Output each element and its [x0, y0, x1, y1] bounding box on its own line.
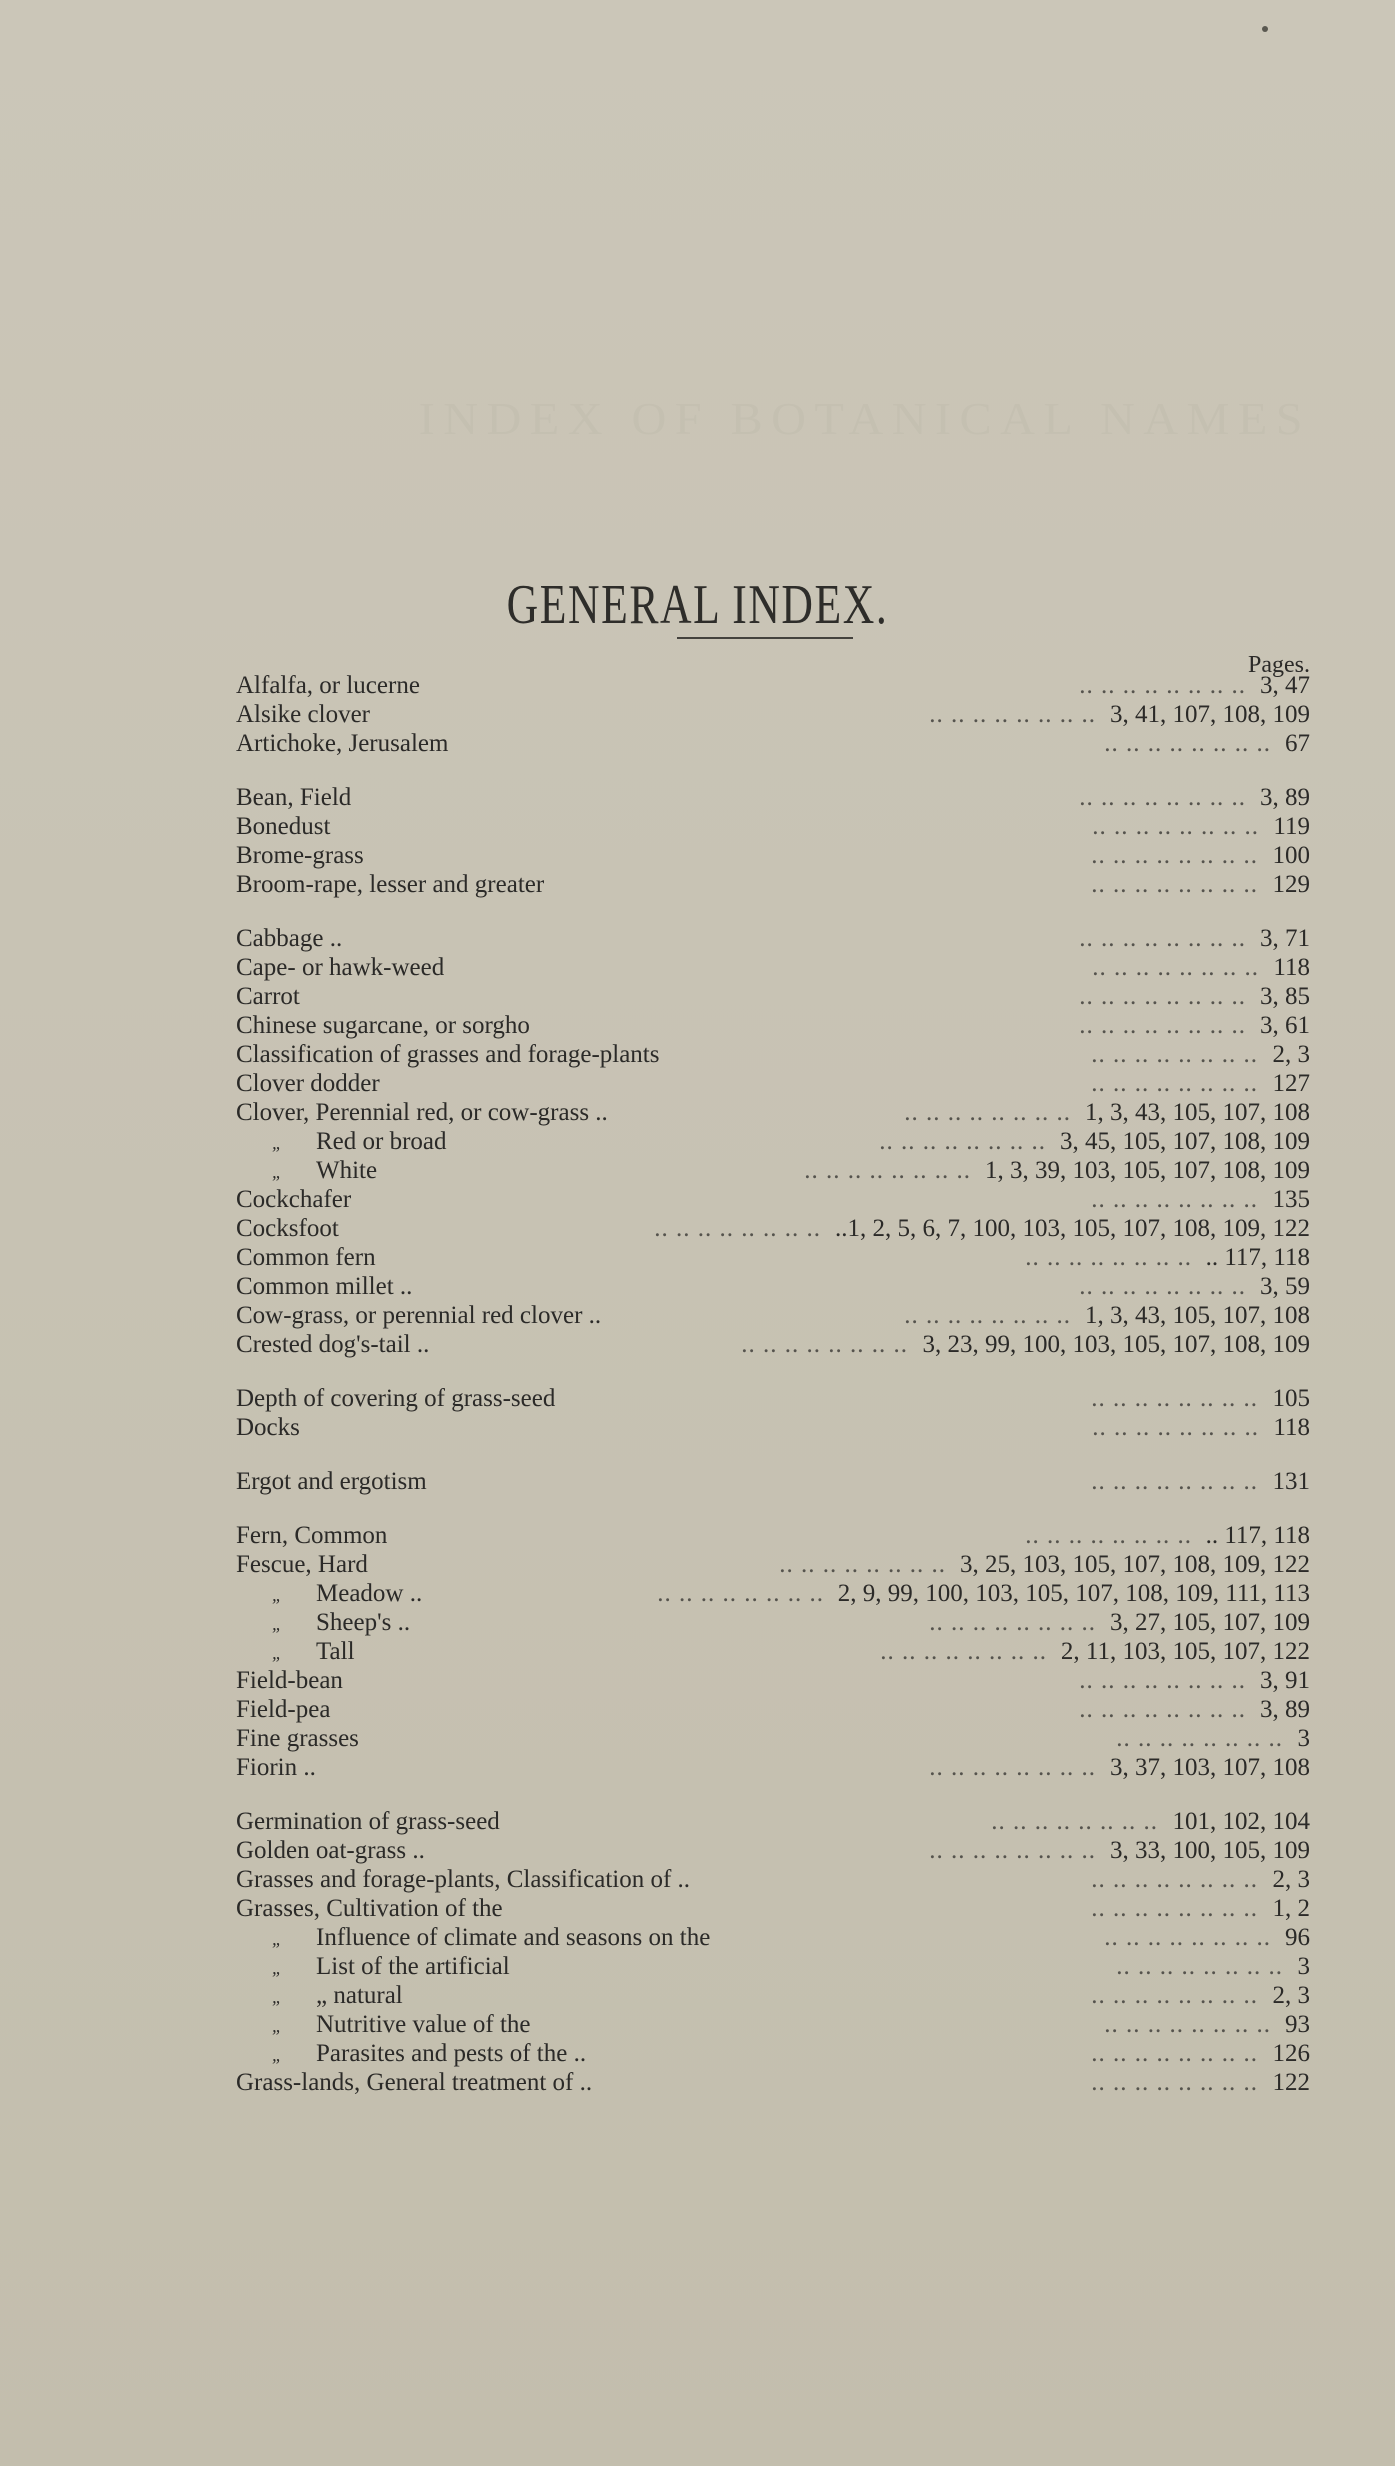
- index-term-text: Depth of covering of grass-seed: [236, 1385, 556, 1412]
- index-term: [236, 671, 420, 700]
- index-group: [236, 1807, 1310, 2097]
- index-entry: [236, 1069, 1310, 1098]
- index-entry: [236, 1272, 1310, 1301]
- leader-dots: .. .. .. .. .. .. .. ..: [779, 1551, 946, 1578]
- index-entry: [236, 1467, 1310, 1496]
- leader-dots: .. .. .. .. .. .. .. ..: [1104, 1924, 1271, 1951]
- index-entry: [236, 671, 1310, 700]
- leader-dots: .. .. .. .. .. .. .. ..: [1091, 1895, 1258, 1922]
- leader-dots: .. .. .. .. .. .. .. ..: [1091, 1866, 1258, 1893]
- leader-dots: .. .. .. .. .. .. .. ..: [804, 1157, 971, 1184]
- index-term: [236, 1040, 660, 1069]
- leader-dots: .. .. .. .. .. .. .. ..: [1104, 730, 1271, 757]
- index-entry: [236, 1243, 1310, 1272]
- index-term-text: Crested dog's-tail ..: [236, 1331, 430, 1358]
- ditto-mark: „: [272, 2045, 283, 2065]
- index-term-text: Cocksfoot: [236, 1215, 339, 1242]
- leader-dots: .. .. .. .. .. .. .. ..: [1091, 2069, 1258, 2096]
- index-term: [236, 841, 364, 870]
- index-entry: [236, 1753, 1310, 1782]
- index-entry: [236, 1637, 1310, 1666]
- leader-dots: .. .. .. .. .. .. .. ..: [929, 1837, 1096, 1864]
- index-term-text: Docks: [236, 1414, 300, 1441]
- index-term: [272, 1127, 447, 1158]
- index-pages: 93: [1285, 2011, 1310, 2038]
- index-term-text: Germination of grass-seed: [236, 1808, 500, 1835]
- index-term-text: Alsike clover: [236, 701, 370, 728]
- index-entry: [236, 1952, 1310, 1981]
- index-pages: 3, 89: [1260, 784, 1310, 811]
- index-entry: [236, 1011, 1310, 1040]
- index-group: [236, 1521, 1310, 1782]
- index-entry: [236, 1330, 1310, 1359]
- index-pages: 3, 61: [1260, 1012, 1310, 1039]
- index-term-text: Grasses and forage-plants, Classification of ..: [236, 1866, 691, 1893]
- index-pages: 100: [1272, 842, 1310, 869]
- leader-dots: .. .. .. .. .. .. .. ..: [657, 1580, 824, 1607]
- index-term: [236, 1330, 429, 1359]
- index-term: [236, 1724, 359, 1753]
- index-term: [236, 1384, 555, 1413]
- index-term-text: Field-pea: [236, 1696, 331, 1723]
- index-entry: [236, 1127, 1310, 1156]
- leader-dots: .. .. .. .. .. .. .. ..: [1079, 1273, 1246, 1300]
- index-term-text: Grasses, Cultivation of the: [236, 1895, 503, 1922]
- leader-dots: .. .. .. .. .. .. .. ..: [880, 1638, 1047, 1665]
- index-entry: [236, 1040, 1310, 1069]
- index-pages: 118: [1273, 1414, 1310, 1441]
- index-pages: 101, 102, 104: [1172, 1808, 1310, 1835]
- index-pages: 119: [1273, 813, 1310, 840]
- index-term: [272, 1637, 355, 1668]
- index-term-text: Influence of climate and seasons on the: [316, 1924, 711, 1951]
- index-entry: [236, 870, 1310, 899]
- index-entry: [236, 1666, 1310, 1695]
- leader-dots: .. .. .. .. .. .. .. ..: [1079, 1667, 1246, 1694]
- index-term: [272, 2010, 531, 2041]
- index-term: [272, 2039, 586, 2070]
- leader-dots: .. .. .. .. .. .. .. ..: [1091, 871, 1258, 898]
- index-entry: [236, 2039, 1310, 2068]
- leader-dots: .. .. .. .. .. .. .. ..: [741, 1331, 908, 1358]
- index-term: [236, 1413, 300, 1442]
- index-entry: [236, 1413, 1310, 1442]
- index-term-text: Tall: [316, 1638, 355, 1665]
- index-entry: [236, 1098, 1310, 1127]
- index-entry: [236, 1521, 1310, 1550]
- index-term: [236, 1865, 690, 1894]
- index-entry: [236, 1301, 1310, 1330]
- index-pages: 3, 41, 107, 108, 109: [1110, 701, 1310, 728]
- index-pages: 118: [1273, 954, 1310, 981]
- index-term-text: Red or broad: [316, 1128, 447, 1155]
- index-pages: 67: [1285, 730, 1310, 757]
- index-term: [236, 924, 342, 953]
- index-term-text: Chinese sugarcane, or sorgho: [236, 1012, 530, 1039]
- index-entry: [236, 1579, 1310, 1608]
- leader-dots: .. .. .. .. .. .. .. ..: [1079, 1012, 1246, 1039]
- leader-dots: .. .. .. .. .. .. .. ..: [1091, 1070, 1258, 1097]
- leader-dots: .. .. .. .. .. .. .. ..: [991, 1808, 1158, 1835]
- index-term-text: Cockchafer: [236, 1186, 352, 1213]
- index-entry: [236, 783, 1310, 812]
- index-term-text: Parasites and pests of the ..: [316, 2040, 587, 2067]
- index-entry: [236, 1724, 1310, 1753]
- leader-dots: .. .. .. .. .. .. .. ..: [1092, 813, 1259, 840]
- index-term-text: Bonedust: [236, 813, 331, 840]
- page-title: GENERAL INDEX.: [506, 573, 889, 636]
- index-term-text: „ natural: [316, 1982, 403, 2009]
- index-term: [236, 729, 448, 758]
- index-term-text: Ergot and ergotism: [236, 1468, 427, 1495]
- index-group: [236, 783, 1310, 899]
- ditto-mark: „: [272, 1987, 283, 2007]
- index-entry: [236, 1550, 1310, 1579]
- index-term: [236, 783, 351, 812]
- index-entry: [236, 1807, 1310, 1836]
- index-pages: 1, 3, 39, 103, 105, 107, 108, 109: [985, 1157, 1310, 1184]
- leader-dots: .. .. .. .. .. .. .. ..: [929, 1754, 1096, 1781]
- index-term-text: Golden oat-grass ..: [236, 1837, 425, 1864]
- index-term: [272, 1981, 403, 2012]
- index-term-text: Artichoke, Jerusalem: [236, 730, 449, 757]
- index-term: [272, 1579, 422, 1610]
- index-pages: 3: [1297, 1725, 1310, 1752]
- index-pages: 2, 3: [1272, 1866, 1310, 1893]
- index-term-text: Fescue, Hard: [236, 1551, 368, 1578]
- index-term: [236, 1069, 380, 1098]
- index-term-text: Meadow ..: [316, 1580, 423, 1607]
- index-term: [236, 1695, 330, 1724]
- index-entry: [236, 1185, 1310, 1214]
- index-term-text: Cape- or hawk-weed: [236, 954, 445, 981]
- index-pages: 129: [1272, 871, 1310, 898]
- index-entry: [236, 729, 1310, 758]
- leader-dots: .. .. .. .. .. .. .. ..: [929, 701, 1096, 728]
- index-entry: [236, 1865, 1310, 1894]
- index-term-text: Grass-lands, General treatment of ..: [236, 2069, 593, 2096]
- index-entry: [236, 1981, 1310, 2010]
- index-pages: 3, 47: [1260, 672, 1310, 699]
- leader-dots: .. .. .. .. .. .. .. ..: [1116, 1725, 1283, 1752]
- index-pages: 2, 3: [1272, 1041, 1310, 1068]
- leader-dots: .. .. .. .. .. .. .. ..: [1091, 1041, 1258, 1068]
- index-term: [236, 700, 370, 729]
- index-term: [236, 2068, 592, 2097]
- index-pages: 131: [1272, 1468, 1310, 1495]
- index-entry: [236, 1923, 1310, 1952]
- index-entry: [236, 953, 1310, 982]
- index-term: [236, 953, 444, 982]
- index-term-text: Fiorin ..: [236, 1754, 316, 1781]
- index-pages: 1, 3, 43, 105, 107, 108: [1085, 1302, 1310, 1329]
- index-term-text: Classification of grasses and forage-plants: [236, 1041, 660, 1068]
- index-term-text: Brome-grass: [236, 842, 364, 869]
- leader-dots: .. .. .. .. .. .. .. ..: [1104, 2011, 1271, 2038]
- leader-dots: .. .. .. .. .. .. .. ..: [1091, 842, 1258, 869]
- index-term: [236, 982, 300, 1011]
- index-term: [236, 812, 330, 841]
- index-entry: [236, 1608, 1310, 1637]
- index-term: [236, 1185, 351, 1214]
- index-group: [236, 1467, 1310, 1496]
- index-term-text: List of the artificial: [316, 1953, 510, 1980]
- index-term: [236, 1666, 343, 1695]
- index-term: [236, 1521, 387, 1550]
- leader-dots: .. .. .. .. .. .. .. ..: [904, 1302, 1071, 1329]
- index-pages: .. 117, 118: [1205, 1244, 1310, 1271]
- index-term-text: Fine grasses: [236, 1725, 359, 1752]
- index-term-text: Common millet ..: [236, 1273, 413, 1300]
- index-pages: 1, 3, 43, 105, 107, 108: [1085, 1099, 1310, 1126]
- index-term: [236, 1467, 427, 1496]
- index-term: [272, 1952, 510, 1983]
- leader-dots: .. .. .. .. .. .. .. ..: [904, 1099, 1071, 1126]
- index-entry: [236, 2010, 1310, 2039]
- index-pages: 2, 3: [1272, 1982, 1310, 2009]
- leader-dots: .. .. .. .. .. .. .. ..: [1091, 1982, 1258, 2009]
- index-entry: [236, 1214, 1310, 1243]
- index-term-text: Clover, Perennial red, or cow-grass ..: [236, 1099, 608, 1126]
- leader-dots: .. .. .. .. .. .. .. ..: [1116, 1953, 1283, 1980]
- leader-dots: .. .. .. .. .. .. .. ..: [1091, 1186, 1258, 1213]
- page-speck: [1262, 26, 1268, 32]
- leader-dots: .. .. .. .. .. .. .. ..: [879, 1128, 1046, 1155]
- index-term: [272, 1608, 410, 1639]
- index-term: [236, 1836, 425, 1865]
- index-term: [236, 1301, 601, 1330]
- ditto-mark: „: [272, 1585, 283, 1605]
- index-term: [272, 1923, 710, 1954]
- index-term-text: Carrot: [236, 983, 300, 1010]
- ditto-mark: „: [272, 1614, 283, 1634]
- index-term-text: Broom-rape, lesser and greater: [236, 871, 545, 898]
- index-term: [236, 1550, 368, 1579]
- leader-dots: .. .. .. .. .. .. .. ..: [1025, 1522, 1192, 1549]
- index-term-text: Fern, Common: [236, 1522, 388, 1549]
- ditto-mark: „: [272, 1162, 283, 1182]
- index-pages: 3, 33, 100, 105, 109: [1110, 1837, 1310, 1864]
- index-term: [272, 1156, 377, 1187]
- index-pages: 2, 11, 103, 105, 107, 122: [1060, 1638, 1310, 1665]
- index-entry: [236, 2068, 1310, 2097]
- index-entry: [236, 982, 1310, 1011]
- index-pages: 1, 2: [1272, 1895, 1310, 1922]
- index-term: [236, 1894, 503, 1923]
- index-pages: 3, 85: [1260, 983, 1310, 1010]
- title-rule: [677, 637, 853, 639]
- index-pages: 3, 23, 99, 100, 103, 105, 107, 108, 109: [922, 1331, 1310, 1358]
- leader-dots: .. .. .. .. .. .. .. ..: [1079, 1696, 1246, 1723]
- index-pages: 126: [1272, 2040, 1310, 2067]
- leader-dots: .. .. .. .. .. .. .. ..: [1092, 1414, 1259, 1441]
- leader-dots: .. .. .. .. .. .. .. ..: [1079, 672, 1246, 699]
- index-term-text: Sheep's ..: [316, 1609, 411, 1636]
- index-term-text: Alfalfa, or lucerne: [236, 672, 420, 699]
- index-term: [236, 1753, 316, 1782]
- leader-dots: .. .. .. .. .. .. .. ..: [1091, 1385, 1258, 1412]
- leader-dots: .. .. .. .. .. .. .. ..: [1079, 784, 1246, 811]
- index-term: [236, 1243, 376, 1272]
- index-entry: [236, 1836, 1310, 1865]
- index-entry: [236, 1384, 1310, 1413]
- index-pages: 122: [1272, 2069, 1310, 2096]
- index-term-text: Common fern: [236, 1244, 376, 1271]
- index-term-text: Cabbage ..: [236, 925, 343, 952]
- index-group: [236, 924, 1310, 1359]
- index-term: [236, 870, 544, 899]
- index-term: [236, 1214, 339, 1243]
- index-term-text: Nutritive value of the: [316, 2011, 531, 2038]
- index-pages: 3, 71: [1260, 925, 1310, 952]
- index-pages: 3, 27, 105, 107, 109: [1110, 1609, 1310, 1636]
- index-pages: 2, 9, 99, 100, 103, 105, 107, 108, 109, 111, 113: [837, 1580, 1310, 1607]
- index-entry: [236, 1156, 1310, 1185]
- pages-column-label: Pages.: [1248, 652, 1310, 678]
- index-term: [236, 1098, 608, 1127]
- index-term-text: White: [316, 1157, 378, 1184]
- index-term-text: Clover dodder: [236, 1070, 380, 1097]
- index-term-text: Cow-grass, or perennial red clover ..: [236, 1302, 602, 1329]
- index-term-text: Field-bean: [236, 1667, 343, 1694]
- index-pages: 3, 91: [1260, 1667, 1310, 1694]
- leader-dots: .. .. .. .. .. .. .. ..: [1091, 2040, 1258, 2067]
- leader-dots: .. .. .. .. .. .. .. ..: [1091, 1468, 1258, 1495]
- leader-dots: .. .. .. .. .. .. .. ..: [654, 1215, 821, 1242]
- leader-dots: .. .. .. .. .. .. .. ..: [1079, 983, 1246, 1010]
- index-entry: [236, 1695, 1310, 1724]
- index-group: [236, 1384, 1310, 1442]
- index-pages: 3, 45, 105, 107, 108, 109: [1060, 1128, 1310, 1155]
- leader-dots: .. .. .. .. .. .. .. ..: [929, 1609, 1096, 1636]
- index-pages: 3, 59: [1260, 1273, 1310, 1300]
- index-entry: [236, 812, 1310, 841]
- index-entry: [236, 1894, 1310, 1923]
- index-pages: 96: [1285, 1924, 1310, 1951]
- index-group: [236, 671, 1310, 758]
- index-entry: [236, 924, 1310, 953]
- index-term: [236, 1272, 412, 1301]
- index-pages: ..1, 2, 5, 6, 7, 100, 103, 105, 107, 108, 109, 122: [835, 1215, 1310, 1242]
- leader-dots: .. .. .. .. .. .. .. ..: [1025, 1244, 1192, 1271]
- index-term: [236, 1011, 530, 1040]
- index-term-text: Bean, Field: [236, 784, 352, 811]
- index-entry: [236, 841, 1310, 870]
- index-pages: 3, 89: [1260, 1696, 1310, 1723]
- index-term: [236, 1807, 500, 1836]
- leader-dots: .. .. .. .. .. .. .. ..: [1079, 925, 1246, 952]
- leader-dots: .. .. .. .. .. .. .. ..: [1092, 954, 1259, 981]
- index-entry: [236, 700, 1310, 729]
- index-pages: 3, 37, 103, 107, 108: [1110, 1754, 1310, 1781]
- ditto-mark: „: [272, 1133, 283, 1153]
- show-through-heading: INDEX OF BOTANICAL NAMES: [418, 393, 1312, 444]
- index-list: [236, 671, 1310, 2122]
- ditto-mark: „: [272, 1643, 283, 1663]
- index-pages: 3, 25, 103, 105, 107, 108, 109, 122: [960, 1551, 1310, 1578]
- index-pages: .. 117, 118: [1205, 1522, 1310, 1549]
- ditto-mark: „: [272, 2016, 283, 2036]
- index-pages: 3: [1297, 1953, 1310, 1980]
- index-pages: 105: [1272, 1385, 1310, 1412]
- index-pages: 135: [1272, 1186, 1310, 1213]
- ditto-mark: „: [272, 1958, 283, 1978]
- ditto-mark: „: [272, 1929, 283, 1949]
- index-pages: 127: [1272, 1070, 1310, 1097]
